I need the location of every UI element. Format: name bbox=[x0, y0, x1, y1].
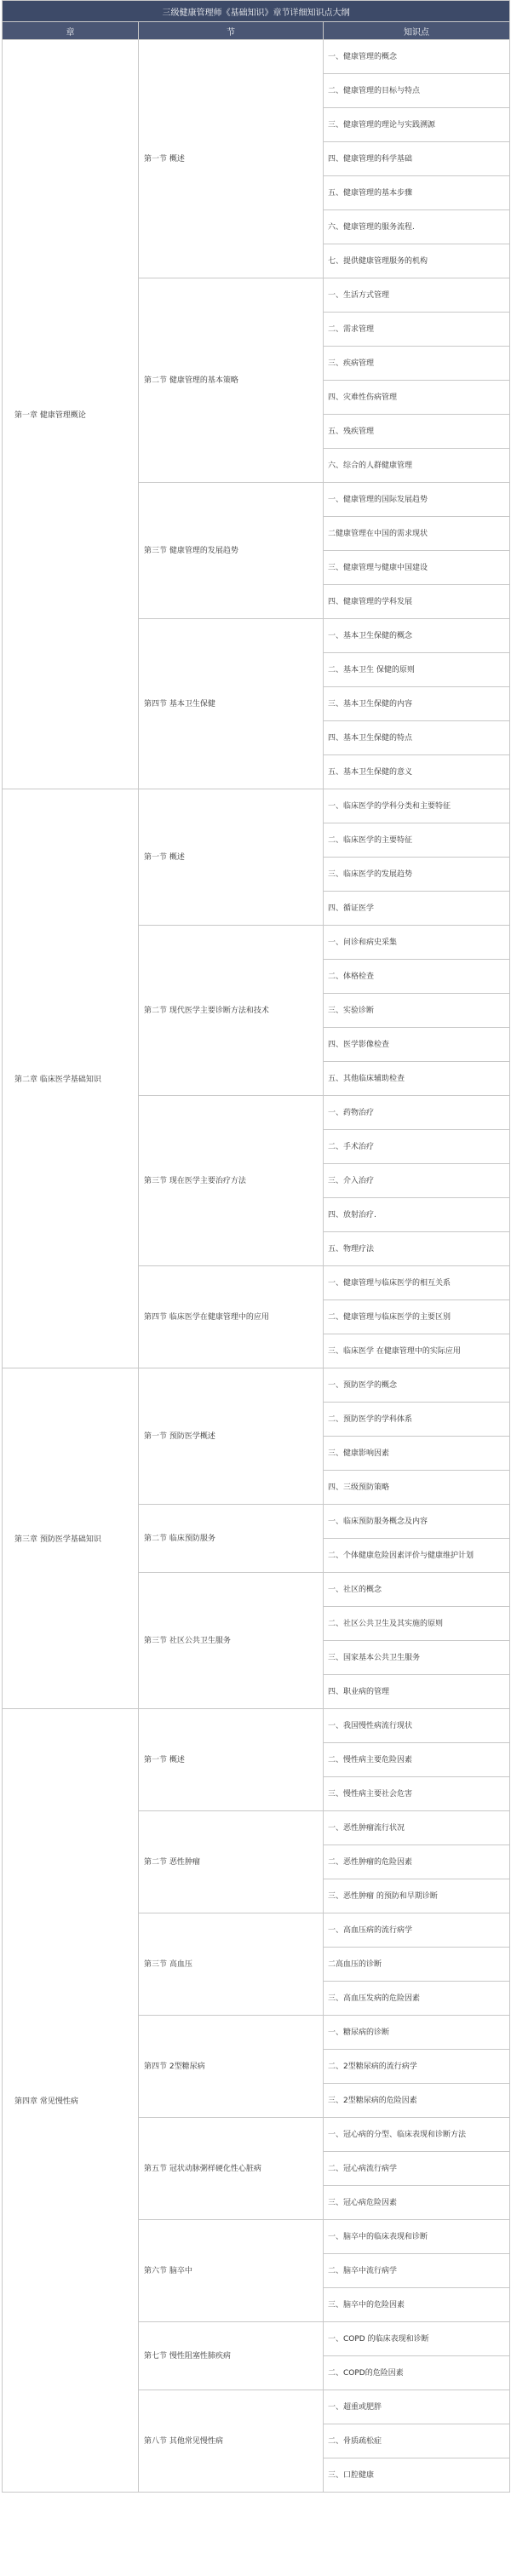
table-row bbox=[3, 789, 510, 823]
section-cell: 第三节 健康管理的发展趋势 bbox=[139, 483, 324, 619]
knowledge-point-cell: 一、冠心病的分型、临床表现和诊断方法 bbox=[324, 2118, 510, 2152]
knowledge-point-cell: 一、生活方式管理 bbox=[324, 278, 510, 313]
section-cell: 第四节 临床医学在健康管理中的应用 bbox=[139, 1266, 324, 1368]
knowledge-point-cell: 二、预防医学的学科体系 bbox=[324, 1403, 510, 1437]
header-points: 知识点 bbox=[324, 22, 510, 40]
table-row bbox=[3, 1368, 510, 1403]
knowledge-point-cell: 三、口腔健康 bbox=[324, 2458, 510, 2493]
knowledge-point-cell: 一、超重或肥胖 bbox=[324, 2390, 510, 2424]
section-cell: 第五节 冠状动脉粥样硬化性心脏病 bbox=[139, 2118, 324, 2220]
section-cell: 第一节 预防医学概述 bbox=[139, 1368, 324, 1505]
knowledge-point-cell: 二、脑卒中流行病学 bbox=[324, 2254, 510, 2288]
knowledge-point-cell: 五、残疾管理 bbox=[324, 415, 510, 449]
section-cell: 第二节 恶性肿瘤 bbox=[139, 1811, 324, 1913]
knowledge-point-cell: 三、健康管理与健康中国建设 bbox=[324, 551, 510, 585]
knowledge-point-cell: 四、健康管理的学科发展 bbox=[324, 585, 510, 619]
chapter-cell: 第二章 临床医学基础知识 bbox=[3, 789, 139, 1368]
knowledge-point-cell: 三、介入治疗 bbox=[324, 1164, 510, 1198]
header-chapter: 章 bbox=[3, 22, 139, 40]
section-cell: 第八节 其他常见慢性病 bbox=[139, 2390, 324, 2493]
knowledge-point-cell: 六、综合的人群健康管理 bbox=[324, 449, 510, 483]
knowledge-point-cell: 一、基本卫生保健的概念 bbox=[324, 619, 510, 653]
knowledge-point-cell: 一、健康管理的国际发展趋势 bbox=[324, 483, 510, 517]
knowledge-point-cell: 一、恶性肿瘤流行状况 bbox=[324, 1811, 510, 1845]
table-row bbox=[3, 1709, 510, 1743]
header-row bbox=[3, 22, 510, 40]
knowledge-point-cell: 二、需求管理 bbox=[324, 313, 510, 347]
knowledge-point-cell: 三、疾病管理 bbox=[324, 347, 510, 381]
knowledge-point-cell: 三、临床医学 在健康管理中的实际应用 bbox=[324, 1334, 510, 1368]
chapter-cell: 第一章 健康管理概论 bbox=[3, 40, 139, 789]
knowledge-point-cell: 二、临床医学的主要特征 bbox=[324, 823, 510, 858]
knowledge-point-cell: 一、COPD 的临床表现和诊断 bbox=[324, 2322, 510, 2356]
knowledge-point-cell: 四、职业病的管理 bbox=[324, 1675, 510, 1709]
knowledge-point-cell: 一、糖尿病的诊断 bbox=[324, 2016, 510, 2050]
knowledge-point-cell: 二、体格检查 bbox=[324, 960, 510, 994]
section-cell: 第六节 脑卒中 bbox=[139, 2220, 324, 2322]
knowledge-point-cell: 二、COPD的危险因素 bbox=[324, 2356, 510, 2390]
knowledge-point-cell: 三、实验诊断 bbox=[324, 994, 510, 1028]
knowledge-point-cell: 三、2型糖尿病的危险因素 bbox=[324, 2084, 510, 2118]
table-title: 三级健康管理师《基础知识》章节详细知识点大纲 bbox=[3, 1, 510, 22]
header-section: 节 bbox=[139, 22, 324, 40]
section-cell: 第七节 慢性阻塞性肺疾病 bbox=[139, 2322, 324, 2390]
chapter-cell: 第三章 预防医学基础知识 bbox=[3, 1368, 139, 1709]
section-cell: 第四节 基本卫生保健 bbox=[139, 619, 324, 789]
knowledge-point-cell: 一、社区的概念 bbox=[324, 1573, 510, 1607]
knowledge-point-cell: 一、预防医学的概念 bbox=[324, 1368, 510, 1403]
knowledge-point-cell: 二、慢性病主要危险因素 bbox=[324, 1743, 510, 1777]
section-cell: 第二节 临床预防服务 bbox=[139, 1505, 324, 1573]
knowledge-point-cell: 二健康管理在中国的需求现状 bbox=[324, 517, 510, 551]
title-row bbox=[3, 1, 510, 22]
knowledge-point-cell: 二、恶性肿瘤的危险因素 bbox=[324, 1845, 510, 1879]
knowledge-point-cell: 三、脑卒中的危险因素 bbox=[324, 2288, 510, 2322]
knowledge-point-cell: 四、灾难性伤病管理 bbox=[324, 381, 510, 415]
knowledge-point-cell: 三、国家基本公共卫生服务 bbox=[324, 1641, 510, 1675]
knowledge-point-cell: 二、健康管理的目标与特点 bbox=[324, 74, 510, 108]
knowledge-point-cell: 二高血压的诊断 bbox=[324, 1948, 510, 1982]
knowledge-point-cell: 四、循证医学 bbox=[324, 892, 510, 926]
knowledge-point-cell: 二、健康管理与临床医学的主要区别 bbox=[324, 1300, 510, 1334]
knowledge-point-cell: 四、医学影像检查 bbox=[324, 1028, 510, 1062]
knowledge-point-cell: 六、健康管理的服务流程. bbox=[324, 210, 510, 244]
knowledge-point-cell: 五、基本卫生保健的意义 bbox=[324, 755, 510, 789]
knowledge-point-cell: 三、基本卫生保健的内容 bbox=[324, 687, 510, 721]
knowledge-point-cell: 二、冠心病流行病学 bbox=[324, 2152, 510, 2186]
outline-table bbox=[2, 0, 510, 2493]
knowledge-point-cell: 一、健康管理的概念 bbox=[324, 40, 510, 74]
knowledge-point-cell: 四、三级预防策略 bbox=[324, 1471, 510, 1505]
knowledge-point-cell: 五、物理疗法 bbox=[324, 1232, 510, 1266]
knowledge-point-cell: 二、骨质疏松症 bbox=[324, 2424, 510, 2458]
knowledge-point-cell: 二、手术治疗 bbox=[324, 1130, 510, 1164]
knowledge-point-cell: 二、2型糖尿病的流行病学 bbox=[324, 2050, 510, 2084]
outline-container bbox=[2, 0, 509, 2493]
knowledge-point-cell: 四、健康管理的科学基础 bbox=[324, 142, 510, 176]
section-cell: 第二节 健康管理的基本策略 bbox=[139, 278, 324, 483]
section-cell: 第三节 社区公共卫生服务 bbox=[139, 1573, 324, 1709]
chapter-cell: 第四章 常见慢性病 bbox=[3, 1709, 139, 2493]
knowledge-point-cell: 五、健康管理的基本步骤 bbox=[324, 176, 510, 210]
section-cell: 第二节 现代医学主要诊断方法和技术 bbox=[139, 926, 324, 1096]
knowledge-point-cell: 七、提供健康管理服务的机构 bbox=[324, 244, 510, 278]
knowledge-point-cell: 一、问诊和病史采集 bbox=[324, 926, 510, 960]
section-cell: 第四节 2型糖尿病 bbox=[139, 2016, 324, 2118]
knowledge-point-cell: 二、社区公共卫生及其实施的原则 bbox=[324, 1607, 510, 1641]
knowledge-point-cell: 三、慢性病主要社会危害 bbox=[324, 1777, 510, 1811]
outline-body bbox=[3, 40, 510, 2493]
knowledge-point-cell: 一、药物治疗 bbox=[324, 1096, 510, 1130]
section-cell: 第三节 高血压 bbox=[139, 1913, 324, 2016]
section-cell: 第三节 现在医学主要治疗方法 bbox=[139, 1096, 324, 1266]
section-cell: 第一节 概述 bbox=[139, 789, 324, 926]
knowledge-point-cell: 一、高血压病的流行病学 bbox=[324, 1913, 510, 1948]
table-row bbox=[3, 40, 510, 74]
knowledge-point-cell: 一、我国慢性病流行现状 bbox=[324, 1709, 510, 1743]
knowledge-point-cell: 四、放射治疗. bbox=[324, 1198, 510, 1232]
knowledge-point-cell: 五、其他临床辅助检查 bbox=[324, 1062, 510, 1096]
knowledge-point-cell: 三、临床医学的发展趋势 bbox=[324, 858, 510, 892]
knowledge-point-cell: 三、恶性肿瘤 的预防和早期诊断 bbox=[324, 1879, 510, 1913]
knowledge-point-cell: 三、高血压发病的危险因素 bbox=[324, 1982, 510, 2016]
knowledge-point-cell: 一、脑卒中的临床表现和诊断 bbox=[324, 2220, 510, 2254]
section-cell: 第一节 概述 bbox=[139, 1709, 324, 1811]
knowledge-point-cell: 一、临床医学的学科分类和主要特征 bbox=[324, 789, 510, 823]
knowledge-point-cell: 四、基本卫生保健的特点 bbox=[324, 721, 510, 755]
knowledge-point-cell: 三、健康管理的理论与实践溯源 bbox=[324, 108, 510, 142]
knowledge-point-cell: 二、个体健康危险因素评价与健康维护计划 bbox=[324, 1539, 510, 1573]
knowledge-point-cell: 一、健康管理与临床医学的相互关系 bbox=[324, 1266, 510, 1300]
knowledge-point-cell: 三、健康影响因素 bbox=[324, 1437, 510, 1471]
knowledge-point-cell: 三、冠心病危险因素 bbox=[324, 2186, 510, 2220]
knowledge-point-cell: 二、基本卫生 保健的原则 bbox=[324, 653, 510, 687]
knowledge-point-cell: 一、临床预防服务概念及内容 bbox=[324, 1505, 510, 1539]
section-cell: 第一节 概述 bbox=[139, 40, 324, 278]
